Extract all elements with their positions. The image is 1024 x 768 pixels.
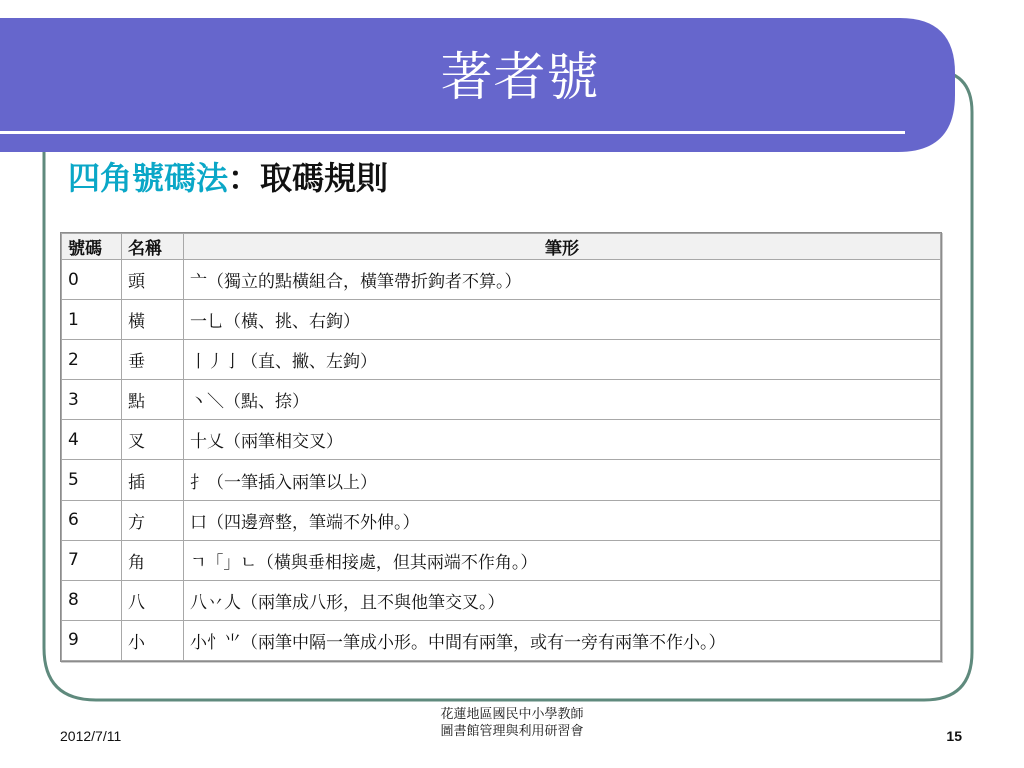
cell-name: 橫 xyxy=(122,300,184,340)
footer-date: 2012/7/11 xyxy=(60,728,122,744)
header-stroke-shape: 筆形 xyxy=(184,234,941,260)
cell-name: 小 xyxy=(122,620,184,660)
cell-name: 叉 xyxy=(122,420,184,460)
cell-code: 4 xyxy=(62,420,122,460)
cell-name: 點 xyxy=(122,380,184,420)
cell-code: 7 xyxy=(62,540,122,580)
cell-name: 插 xyxy=(122,460,184,500)
header-code: 號碼 xyxy=(62,234,122,260)
table-row xyxy=(62,380,941,420)
cell-name: 方 xyxy=(122,500,184,540)
cell-code: 9 xyxy=(62,620,122,660)
slide-subtitle xyxy=(68,159,389,197)
cell-stroke: 丨丿亅（直、撇、左鉤） xyxy=(184,340,941,380)
table-row xyxy=(62,500,941,540)
cell-code: 6 xyxy=(62,500,122,540)
cell-code: 5 xyxy=(62,460,122,500)
page-number: 15 xyxy=(946,728,962,744)
subtitle-rule: ：取碼規則 xyxy=(228,159,389,197)
cell-stroke: 小忄⺌（兩筆中隔一筆成小形。中間有兩筆，或有一旁有兩筆不作小。） xyxy=(184,620,941,660)
cell-name: 角 xyxy=(122,540,184,580)
cell-stroke: 亠（獨立的點橫組合，橫筆帶折鉤者不算。） xyxy=(184,260,941,300)
footer-org-line-2: 圖書館管理與利用研習會 xyxy=(440,724,584,739)
table-row xyxy=(62,620,941,660)
header-name: 名稱 xyxy=(122,234,184,260)
cell-stroke: 口（四邊齊整，筆端不外伸。） xyxy=(184,500,941,540)
table-row xyxy=(62,540,941,580)
footer-organization xyxy=(380,706,644,740)
cell-code: 2 xyxy=(62,340,122,380)
table-row xyxy=(62,260,941,300)
cell-stroke: ㄱ「」ㄴ（橫與垂相接處，但其兩端不作角。） xyxy=(184,540,941,580)
cell-code: 8 xyxy=(62,580,122,620)
table-row xyxy=(62,460,941,500)
four-corner-code-table xyxy=(60,232,942,662)
cell-name: 八 xyxy=(122,580,184,620)
table-header-row xyxy=(62,234,941,260)
cell-stroke: 扌（一筆插入兩筆以上） xyxy=(184,460,941,500)
footer-org-line-1: 花蓮地區國民中小學教師 xyxy=(440,707,584,722)
code-table xyxy=(61,233,941,661)
cell-name: 垂 xyxy=(122,340,184,380)
cell-code: 0 xyxy=(62,260,122,300)
cell-code: 1 xyxy=(62,300,122,340)
cell-stroke: 八丷人（兩筆成八形，且不與他筆交叉。） xyxy=(184,580,941,620)
cell-name: 頭 xyxy=(122,260,184,300)
table-row xyxy=(62,580,941,620)
cell-code: 3 xyxy=(62,380,122,420)
subtitle-method: 四角號碼法 xyxy=(68,159,229,197)
cell-stroke: 十乂（兩筆相交叉） xyxy=(184,420,941,460)
slide-title: 著者號 xyxy=(440,48,600,108)
cell-stroke: 丶＼（點、捺） xyxy=(184,380,941,420)
table-row xyxy=(62,300,941,340)
table-row xyxy=(62,340,941,380)
title-underline xyxy=(0,131,905,134)
table-row xyxy=(62,420,941,460)
cell-stroke: 一乚（橫、挑、右鉤） xyxy=(184,300,941,340)
